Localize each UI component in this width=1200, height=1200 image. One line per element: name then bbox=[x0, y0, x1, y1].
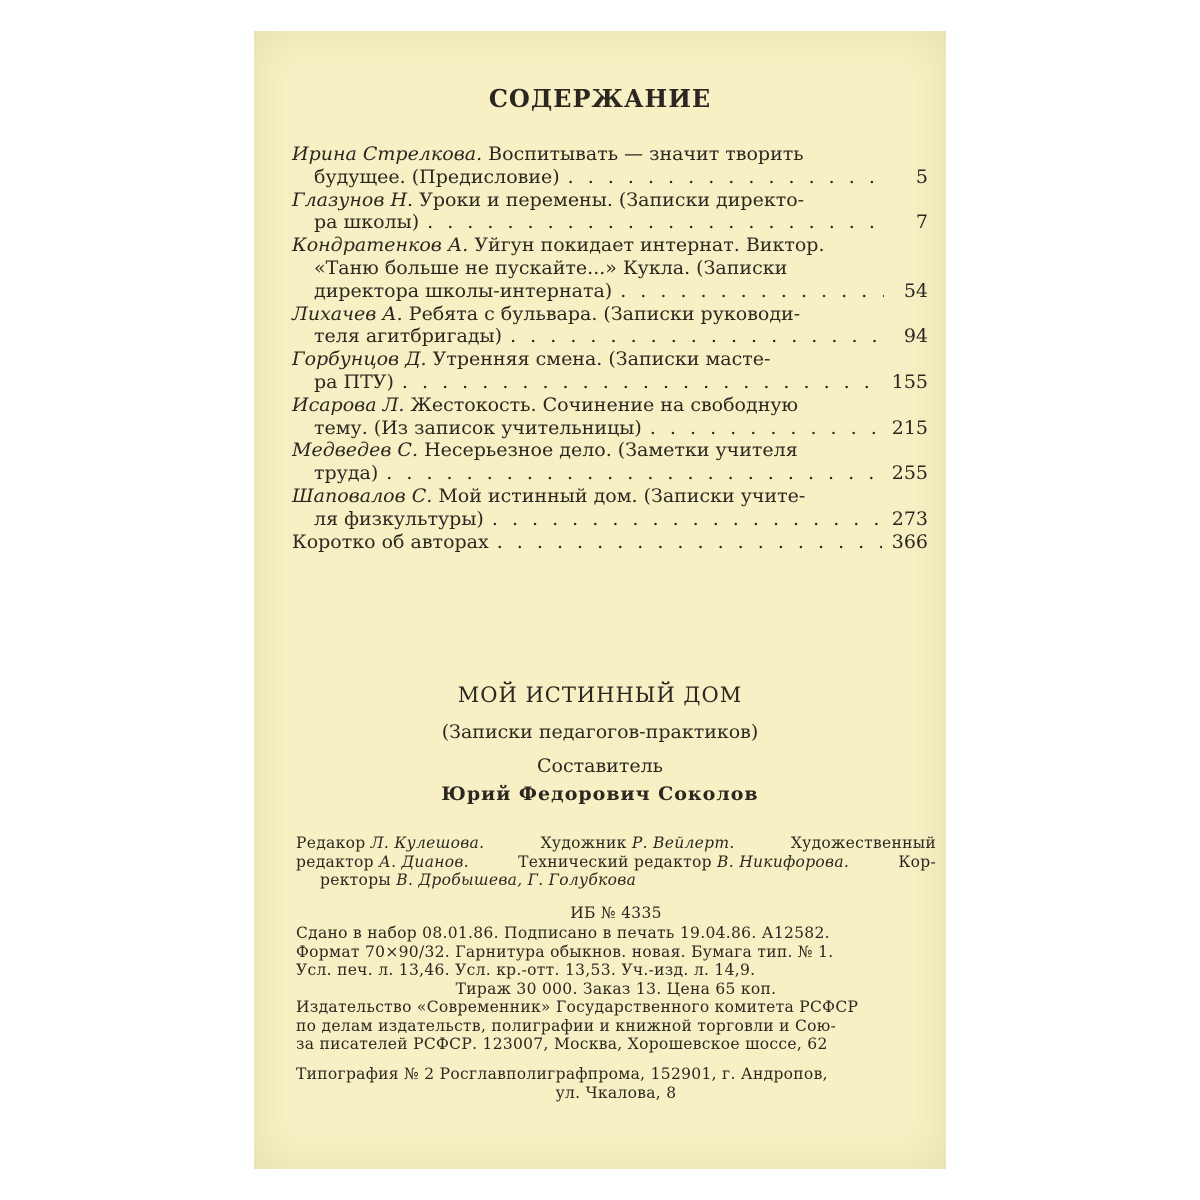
printer-line: Типография № 2 Росглавполиграфпрома, 152901, г. Андропов, bbox=[296, 1065, 828, 1083]
toc-page-number: 54 bbox=[903, 279, 928, 302]
toc-title-text: ра ПТУ) bbox=[314, 370, 394, 393]
spec-line: Сдано в набор 08.01.86. Подписано в печать 19.04.86. А12582. bbox=[296, 924, 830, 942]
toc-title-text: директора школы-интерната) bbox=[314, 279, 613, 302]
toc-entry bbox=[292, 439, 928, 485]
ib-number: ИБ № 4335 bbox=[570, 904, 662, 922]
toc-heading: СОДЕРЖАНИЕ bbox=[488, 84, 712, 113]
book-page bbox=[254, 31, 946, 1169]
credit-name: В. Дробышева, Г. Голубкова bbox=[396, 871, 637, 889]
toc-title-text: теля агитбригады) bbox=[314, 325, 503, 348]
toc-title-text: «Таню больше не пускайте...» Кукла. (Записки bbox=[314, 256, 788, 279]
credit-name: Р. Вейлерт. bbox=[631, 834, 735, 852]
book-title: МОЙ ИСТИННЫЙ ДОМ bbox=[457, 683, 743, 707]
spec-line: Усл. печ. л. 13,46. Усл. кр.-отт. 13,53. Уч.-изд. л. 14,9. bbox=[296, 961, 756, 979]
toc-title-text: ра школы) bbox=[314, 211, 420, 234]
toc-entry bbox=[292, 143, 928, 189]
staff-credits bbox=[296, 834, 936, 890]
toc-author: Исарова Л. bbox=[292, 393, 405, 416]
toc-page-number: 7 bbox=[915, 211, 928, 234]
compiler-label: Составитель bbox=[537, 755, 663, 777]
toc-page-number: 215 bbox=[891, 416, 928, 439]
toc-title-text: Мой истинный дом. (Записки учите- bbox=[438, 484, 806, 507]
book-subtitle: (Записки педагогов-практиков) bbox=[441, 721, 759, 743]
credit-role: Технический редактор bbox=[518, 852, 712, 871]
spec-line: Тираж 30 000. Заказ 13. Цена 65 коп. bbox=[455, 979, 777, 998]
toc-entry bbox=[292, 394, 928, 440]
credit-role: Редакор bbox=[296, 834, 366, 852]
toc-title-text: труда) bbox=[314, 462, 379, 485]
spec-line: Формат 70×90/32. Гарнитура обыкнов. новая. Бумага тип. № 1. bbox=[296, 942, 834, 961]
toc-author: Ирина Стрелкова. bbox=[292, 143, 483, 165]
toc-title-text: будущее. (Предисловие) bbox=[314, 165, 560, 188]
toc-title-text: Утренняя смена. (Записки масте- bbox=[432, 348, 771, 371]
toc-page-number: 273 bbox=[891, 507, 928, 530]
toc-title-text: тему. (Из записок учительницы) bbox=[314, 416, 642, 439]
toc-author: Горбунцов Д. bbox=[292, 348, 427, 371]
toc-title-text: Уроки и перемены. (Записки директо- bbox=[419, 188, 805, 211]
toc-title-text: Ребята с бульвара. (Записки руководи- bbox=[408, 302, 801, 325]
toc-author: Медведев С. bbox=[292, 439, 419, 462]
publisher-line: по делам издательств, полиграфии и книжной торговли и Сою- bbox=[296, 1016, 837, 1035]
publisher-line: за писателей РСФСР. 123007, Москва, Хорошевское шоссе, 62 bbox=[296, 1035, 828, 1053]
print-specs bbox=[296, 924, 936, 998]
toc-entry bbox=[292, 234, 928, 302]
toc-page-number: 5 bbox=[915, 165, 928, 188]
toc-entry bbox=[292, 189, 928, 235]
toc-page-number: 255 bbox=[891, 462, 928, 485]
toc-title-text: Коротко об авторах bbox=[292, 530, 489, 553]
credit-role: Художественный bbox=[790, 834, 936, 852]
credit-role: редактор bbox=[296, 852, 374, 871]
credit-role: ректоры bbox=[320, 871, 392, 889]
toc-title-text: ля физкультуры) bbox=[314, 507, 484, 530]
toc-entry bbox=[292, 531, 928, 554]
toc-entry bbox=[292, 303, 928, 349]
toc-author: Глазунов Н. bbox=[292, 188, 414, 211]
compiler-name: Юрий Федорович Соколов bbox=[441, 783, 759, 805]
toc-title-text: Жестокость. Сочинение на свободную bbox=[410, 393, 799, 416]
toc-page-number: 94 bbox=[903, 325, 928, 348]
credit-name: В. Никифорова. bbox=[717, 852, 850, 871]
printer-line: ул. Чкалова, 8 bbox=[555, 1083, 677, 1102]
publisher-info bbox=[296, 998, 936, 1054]
toc-author: Кондратенков А. bbox=[292, 234, 469, 257]
toc-page-number: 366 bbox=[891, 530, 928, 553]
toc-author: Лихачев А. bbox=[292, 302, 403, 325]
toc-title-text: Несерьезное дело. (Заметки учителя bbox=[424, 439, 798, 462]
printer-info bbox=[296, 1065, 936, 1102]
toc-entry bbox=[292, 485, 928, 531]
toc-author: Шаповалов С. bbox=[292, 484, 433, 507]
credit-role: Кор- bbox=[898, 852, 936, 871]
credit-role: Художник bbox=[540, 834, 627, 852]
credit-name: А. Дианов. bbox=[379, 852, 469, 871]
publisher-line: Издательство «Современник» Государственного комитета РСФСР bbox=[296, 998, 859, 1016]
toc-title-text: Уйгун покидает интернат. Виктор. bbox=[474, 234, 825, 257]
toc-entry bbox=[292, 348, 928, 394]
credit-name: Л. Кулешова. bbox=[370, 834, 485, 852]
toc-page-number: 155 bbox=[891, 370, 928, 393]
table-of-contents bbox=[292, 143, 928, 553]
toc-title-text: Воспитывать — значит творить bbox=[488, 143, 804, 165]
